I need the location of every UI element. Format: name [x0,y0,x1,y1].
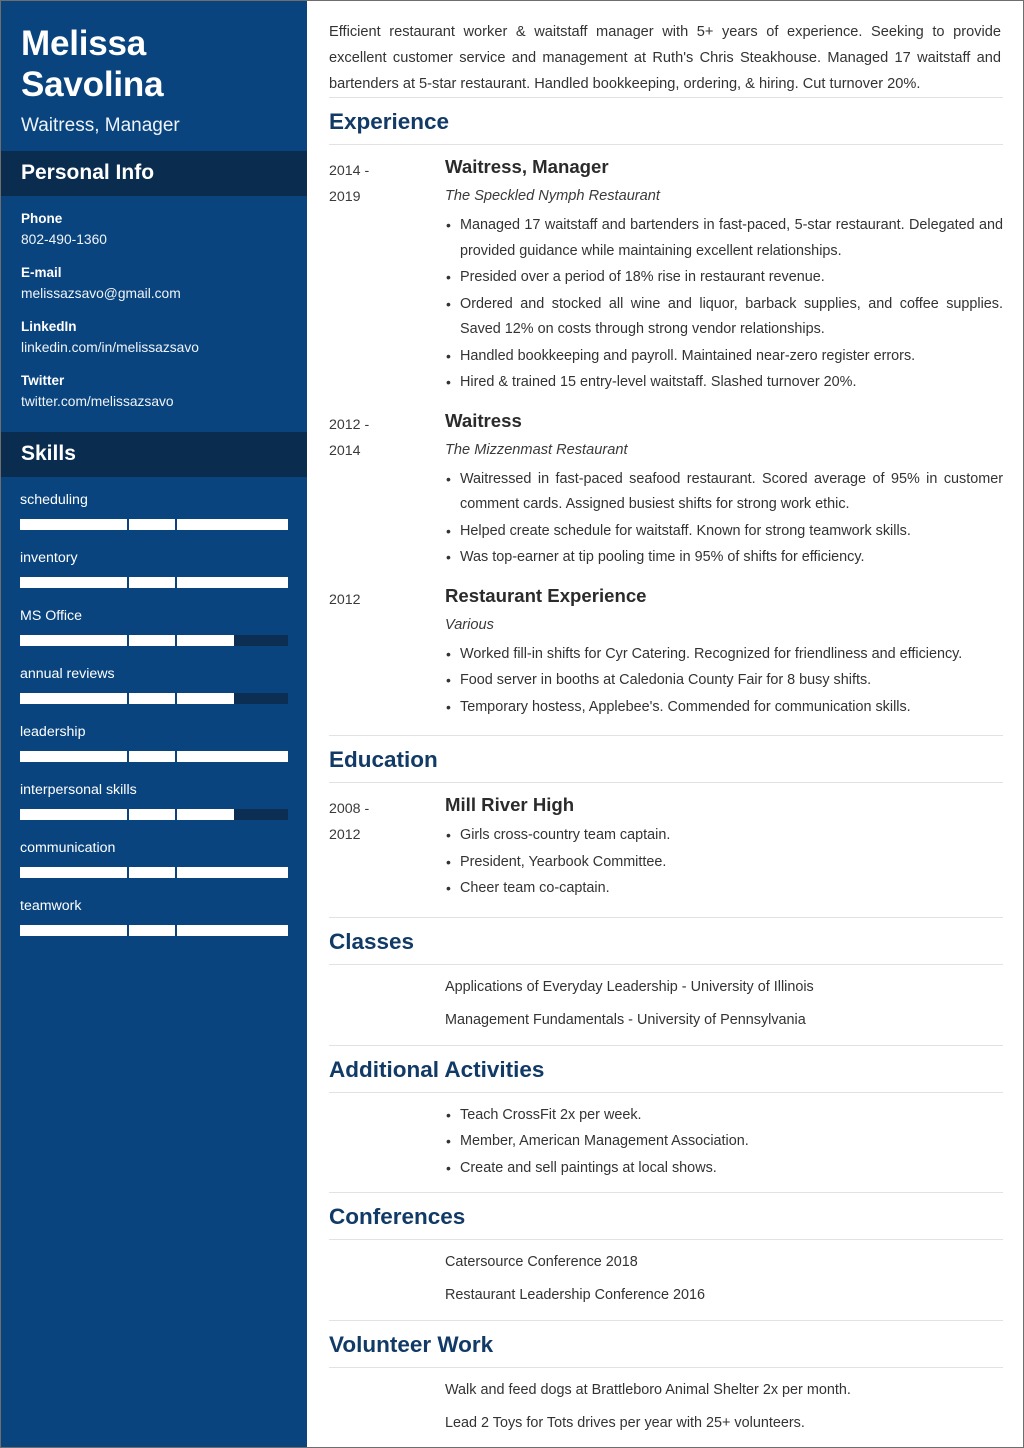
skill-item [20,723,288,762]
class-row [329,975,1003,1000]
skill-bar-tick [175,635,177,646]
list-item: • Member, American Management Association. [445,1129,1003,1155]
contact-label: LinkedIn [21,319,77,334]
conferences-list [329,1240,1003,1320]
skill-bar-tick [127,809,129,820]
candidate-name: Melissa Savolina [21,24,164,104]
experience-entries [329,145,1003,735]
experience-entry [329,409,1003,572]
skill-bar-fill [20,925,288,936]
entry-date-end: 2019 [329,189,361,205]
section-classes [329,917,1003,1045]
skill-bar-tick [175,809,177,820]
candidate-job-title: Waitress, Manager [21,115,180,136]
skill-level-bar [20,751,288,762]
list-item: • Waitressed in fast-paced seafood restaurant. Scored average of 95% in customer comment cards. Assigned busiest shifts for strong work ethic. [445,467,1003,518]
skill-bar-fill [20,519,288,530]
row-gutter [329,1250,445,1275]
skill-bar-tick [175,925,177,936]
list-item: • Was top-earner at tip pooling time in 95% of shifts for efficiency. [445,545,1003,571]
skill-item [20,665,288,704]
skill-bar-tick [175,693,177,704]
classes-list [329,965,1003,1045]
skill-item [20,607,288,646]
skill-level-bar [20,925,288,936]
entry-body [445,793,1003,903]
entry-date-range [329,793,445,903]
contact-label: E-mail [21,265,62,280]
contact-label: Phone [21,211,63,226]
skill-level-bar [20,867,288,878]
personal-info-list [1,196,307,432]
list-item: Restaurant Leadership Conference 2016 [445,1287,706,1303]
list-item: • Girls cross-country team captain. [445,823,1003,849]
entry-date-start: 2012 [329,591,361,608]
contact-item-twitter [21,372,287,411]
entry-body [445,155,1003,397]
section-volunteer-work [329,1320,1003,1448]
entry-job-title: Restaurant Experience [445,584,647,606]
skill-bar-tick [175,519,177,530]
list-item: Applications of Everyday Leadership - University of Illinois [445,978,814,995]
skill-level-bar [20,635,288,646]
list-item: • Food server in booths at Caledonia County Fair for 8 busy shifts. [445,668,1003,694]
list-item: • Temporary hostess, Applebee's. Commended for communication skills. [445,695,1003,721]
education-entry [329,793,1003,903]
list-item: Catersource Conference 2018 [445,1254,638,1270]
section-heading-conferences: Conferences [329,1204,466,1229]
list-item: Management Fundamentals - University of Pennsylvania [445,1011,806,1028]
list-item: • Teach CrossFit 2x per week. [445,1103,1003,1129]
skill-level-bar [20,519,288,530]
section-heading-classes: Classes [329,928,415,954]
list-item: • Handled bookkeeping and payroll. Maintained near-zero register errors. [445,344,1003,370]
skill-bar-tick [175,751,177,762]
section-heading-volunteer-work: Volunteer Work [329,1332,494,1357]
skill-bar-tick [127,635,129,646]
skill-level-bar [20,577,288,588]
entry-date-range [329,409,445,572]
sidebar [1,1,307,1447]
row-gutter [329,975,445,1000]
skill-bar-fill [20,577,288,588]
section-education [329,735,1003,917]
skill-item [20,839,288,878]
row-gutter [329,1008,445,1033]
skill-bar-tick [127,925,129,936]
volunteer-row [329,1378,1003,1403]
entry-school-name: Mill River High [445,794,575,815]
sidebar-identity-block [1,1,307,151]
contact-value-email[interactable]: melissazsavo@gmail.com [21,286,181,301]
contact-item-linkedin [21,318,287,357]
section-heading-experience: Experience [329,109,450,134]
entry-organization: Various [445,616,494,633]
contact-item-phone [21,210,287,249]
experience-entry [329,155,1003,397]
volunteer-work-list [329,1368,1003,1448]
entry-date-start: 2012 - [329,416,370,433]
conference-row [329,1250,1003,1275]
section-heading-education: Education [329,747,438,772]
row-gutter [329,1283,445,1308]
skill-bar-tick [127,867,129,878]
skill-label: scheduling [20,492,88,508]
list-item: • Worked fill-in shifts for Cyr Catering. Recognized for friendliness and efficiency. [445,642,1003,668]
skill-label: teamwork [20,898,82,914]
list-item: • Managed 17 waitstaff and bartenders in fast-paced, 5-star restaurant. Delegated and provided guidance while maintaining excellent relationships. [445,213,1003,264]
experience-entry [329,584,1003,722]
contact-label: Twitter [21,373,65,388]
entry-organization: The Speckled Nymph Restaurant [445,188,660,204]
section-conferences [329,1192,1003,1320]
skill-bar-tick [127,693,129,704]
skill-label: inventory [20,550,78,566]
contact-value-twitter[interactable]: twitter.com/melissazsavo [21,394,174,409]
entry-job-title: Waitress, Manager [445,156,609,177]
skill-item [20,781,288,820]
contact-value-linkedin[interactable]: linkedin.com/in/melissazsavo [21,340,199,355]
list-item: • President, Yearbook Committee. [445,850,1003,876]
row-gutter [329,1411,445,1436]
indented-bullets [329,1103,1003,1182]
skill-bar-tick [175,867,177,878]
entry-date-end: 2012 [329,827,361,843]
skill-label: leadership [20,724,86,740]
sidebar-heading-skills: Skills [1,432,307,477]
skill-level-bar [20,693,288,704]
list-item: • Ordered and stocked all wine and liquor, barback supplies, and coffee supplies. Saved 12% on costs through strong vendor relationships. [445,292,1003,343]
entry-date-range [329,584,445,722]
list-item: Walk and feed dogs at Brattleboro Animal Shelter 2x per month. [445,1382,851,1398]
entry-bullet-list [445,1103,1003,1182]
skill-item [20,491,288,530]
main-content [307,1,1023,1447]
skill-label: interpersonal skills [20,782,137,798]
entry-bullet-list [445,642,1003,721]
additional-activities-list [329,1093,1003,1193]
entry-bullet-list [445,467,1003,571]
entry-date-start: 2014 - [329,163,370,179]
volunteer-row [329,1411,1003,1436]
entry-job-title: Waitress [445,409,522,431]
entry-date-start: 2008 - [329,801,370,817]
section-heading-additional-activities: Additional Activities [329,1056,545,1082]
skill-bar-fill [20,751,288,762]
skill-bar-tick [127,519,129,530]
list-item: • Hired & trained 15 entry-level waitstaff. Slashed turnover 20%. [445,370,1003,396]
skill-label: MS Office [20,608,83,624]
row-gutter [329,1378,445,1403]
skill-bar-fill [20,867,288,878]
skill-bar-tick [127,751,129,762]
sidebar-heading-personal-info: Personal Info [1,151,307,196]
section-additional-activities [329,1045,1003,1193]
skill-label: communication [20,840,116,856]
skills-list [1,477,307,975]
entry-organization: The Mizzenmast Restaurant [445,441,628,458]
entry-body [445,584,1003,722]
conference-row [329,1283,1003,1308]
entry-date-end: 2014 [329,442,361,459]
skill-item [20,549,288,588]
skill-item [20,897,288,936]
section-experience [329,97,1003,735]
list-item: • Presided over a period of 18% rise in restaurant revenue. [445,265,1003,291]
entry-bullet-list [445,823,1003,902]
professional-summary: Efficient restaurant worker & waitstaff manager with 5+ years of experience. Seeking to provide excellent customer service and management at Ruth's Chris Steakhouse. Managed 17 waitstaff and bartenders at 5-star restaurant. Handled bookkeeping, ordering, & hiring. Cut turnover 20%. [329,24,1001,92]
list-item: • Cheer team co-captain. [445,876,1003,902]
entry-date-range [329,155,445,397]
entry-body [445,409,1003,572]
class-row [329,1008,1003,1033]
list-item: • Create and sell paintings at local shows. [445,1156,1003,1182]
skill-bar-tick [175,577,177,588]
skill-bar-tick [127,577,129,588]
skill-level-bar [20,809,288,820]
education-entries [329,783,1003,917]
list-item: Lead 2 Toys for Tots drives per year with 25+ volunteers. [445,1415,805,1431]
contact-value-phone[interactable]: 802-490-1360 [21,232,107,247]
contact-item-email [21,264,287,303]
list-item: • Helped create schedule for waitstaff. Known for strong teamwork skills. [445,519,1003,545]
skill-label: annual reviews [20,666,115,682]
entry-bullet-list [445,213,1003,396]
